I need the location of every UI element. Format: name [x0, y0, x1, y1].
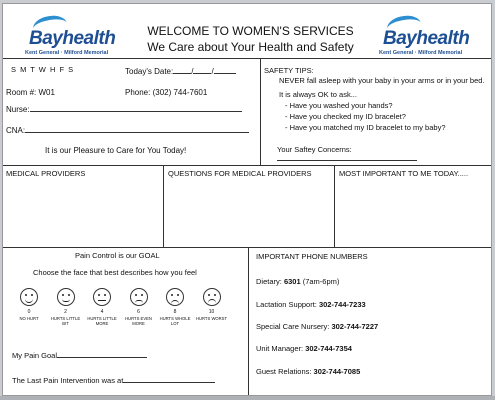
safety-ask: It is always OK to ask... — [279, 90, 357, 99]
medical-providers-heading: MEDICAL PROVIDERS — [6, 169, 86, 178]
nurse-label: Nurse: — [6, 105, 30, 114]
divider-header — [3, 58, 491, 59]
lactation-label: Lactation Support: — [256, 300, 319, 309]
pain-face-number: 8 — [173, 309, 177, 315]
pain-face-label: HURTS LITTLE BIT — [50, 316, 81, 326]
nurse-field[interactable] — [6, 105, 242, 114]
pain-face-icon[interactable] — [130, 288, 148, 306]
dietary-hours: (7am-6pm) — [300, 277, 340, 286]
safety-q-hands: - Have you washed your hands? — [285, 101, 393, 110]
pain-face-number: 4 — [100, 309, 104, 315]
board-frame — [0, 396, 495, 400]
last-pain-field[interactable] — [12, 376, 215, 385]
logo-text: Bayhealth — [29, 28, 116, 49]
logo-subtitle: Kent General · Milford Memorial — [25, 50, 109, 56]
pleasure-message: It is our Pleasure to Care for You Today! — [45, 146, 187, 155]
dietary-label: Dietary: — [256, 277, 284, 286]
safety-never: NEVER fall asleep with your baby in your arms or in your bed. — [279, 76, 485, 85]
pain-face-icon[interactable] — [166, 288, 184, 306]
unit-phone: Phone: (302) 744-7601 — [125, 88, 208, 97]
bayhealth-logo-right — [379, 16, 474, 60]
phone-dietary — [256, 277, 339, 286]
pain-face-label: HURTS EVEN MORE — [125, 316, 152, 326]
date-field[interactable]: Today's Date: / / — [125, 67, 236, 76]
pain-goal-field[interactable] — [12, 351, 147, 360]
whiteboard — [2, 3, 492, 396]
safety-concerns-field[interactable] — [277, 145, 491, 163]
questions-heading: QUESTIONS FOR MEDICAL PROVIDERS — [168, 169, 312, 178]
logo-subtitle: Kent General · Milford Memorial — [379, 50, 463, 56]
safety-q-bracelet: - Have you checked my ID bracelet? — [285, 112, 406, 121]
nursery-label: Special Care Nursery: — [256, 322, 332, 331]
phones-heading: IMPORTANT PHONE NUMBERS — [256, 252, 368, 261]
relations-number: 302-744-7085 — [313, 367, 361, 376]
room-number: Room #: W01 — [6, 88, 55, 97]
cna-label: CNA: — [6, 126, 26, 135]
pain-goal-label: My Pain Goal — [12, 351, 58, 360]
logo-text: Bayhealth — [383, 28, 470, 49]
phone-lactation — [256, 300, 366, 309]
cna-field[interactable] — [6, 126, 249, 135]
divider-pain-phones — [248, 247, 249, 395]
pain-face-icon[interactable] — [57, 288, 75, 306]
divider-middle-2 — [334, 165, 335, 247]
divider-middle-1 — [163, 165, 164, 247]
pain-face-number: 10 — [208, 309, 215, 315]
title-welcome: WELCOME TO WOMEN'S SERVICES — [147, 24, 354, 38]
phone-manager — [256, 344, 352, 353]
most-important-heading: MOST IMPORTANT TO ME TODAY..... — [339, 169, 469, 178]
pain-face-number: 0 — [27, 309, 31, 315]
pain-face-icon[interactable] — [93, 288, 111, 306]
pain-face-number: 2 — [64, 309, 67, 315]
days-of-week: S M T W H F S — [11, 65, 74, 74]
pain-face-icon[interactable] — [20, 288, 38, 306]
nursery-number: 302-744-7227 — [331, 322, 379, 331]
pain-instruction: Choose the face that best describes how you feel — [33, 268, 197, 277]
pain-heading: Pain Control is our GOAL — [75, 251, 160, 260]
pain-face-label: NO HURT — [19, 316, 39, 321]
phone-guest-relations — [256, 367, 360, 376]
title-care: We Care about Your Health and Safety — [147, 40, 354, 54]
safety-q-match: - Have you matched my ID bracelet to my baby? — [285, 123, 446, 132]
relations-label: Guest Relations: — [256, 367, 314, 376]
pain-face-label: HURTS LITTLE MORE — [87, 316, 117, 326]
divider-middle-bottom — [3, 247, 491, 248]
safety-concerns-label: Your Saftey Concerns: — [277, 145, 352, 154]
dietary-number: 6301 — [283, 277, 301, 286]
divider-middle-top — [3, 165, 491, 166]
divider-info-safety — [260, 58, 261, 165]
date-label: Today's Date: — [125, 67, 174, 76]
pain-face-number: 6 — [137, 309, 140, 315]
last-pain-label: The Last Pain Intervention was at — [12, 376, 124, 385]
lactation-number: 302-744-7233 — [318, 300, 366, 309]
phone-nursery — [256, 322, 378, 331]
bayhealth-logo-left — [25, 16, 120, 60]
pain-face-label: HURTS WHOLE LOT — [159, 316, 191, 326]
manager-label: Unit Manager: — [256, 344, 306, 353]
safety-heading: SAFETY TIPS: — [264, 66, 314, 75]
pain-face-icon[interactable] — [203, 288, 221, 306]
pain-face-label: HURTS WORST — [195, 316, 228, 321]
manager-number: 302-744-7354 — [305, 344, 352, 353]
